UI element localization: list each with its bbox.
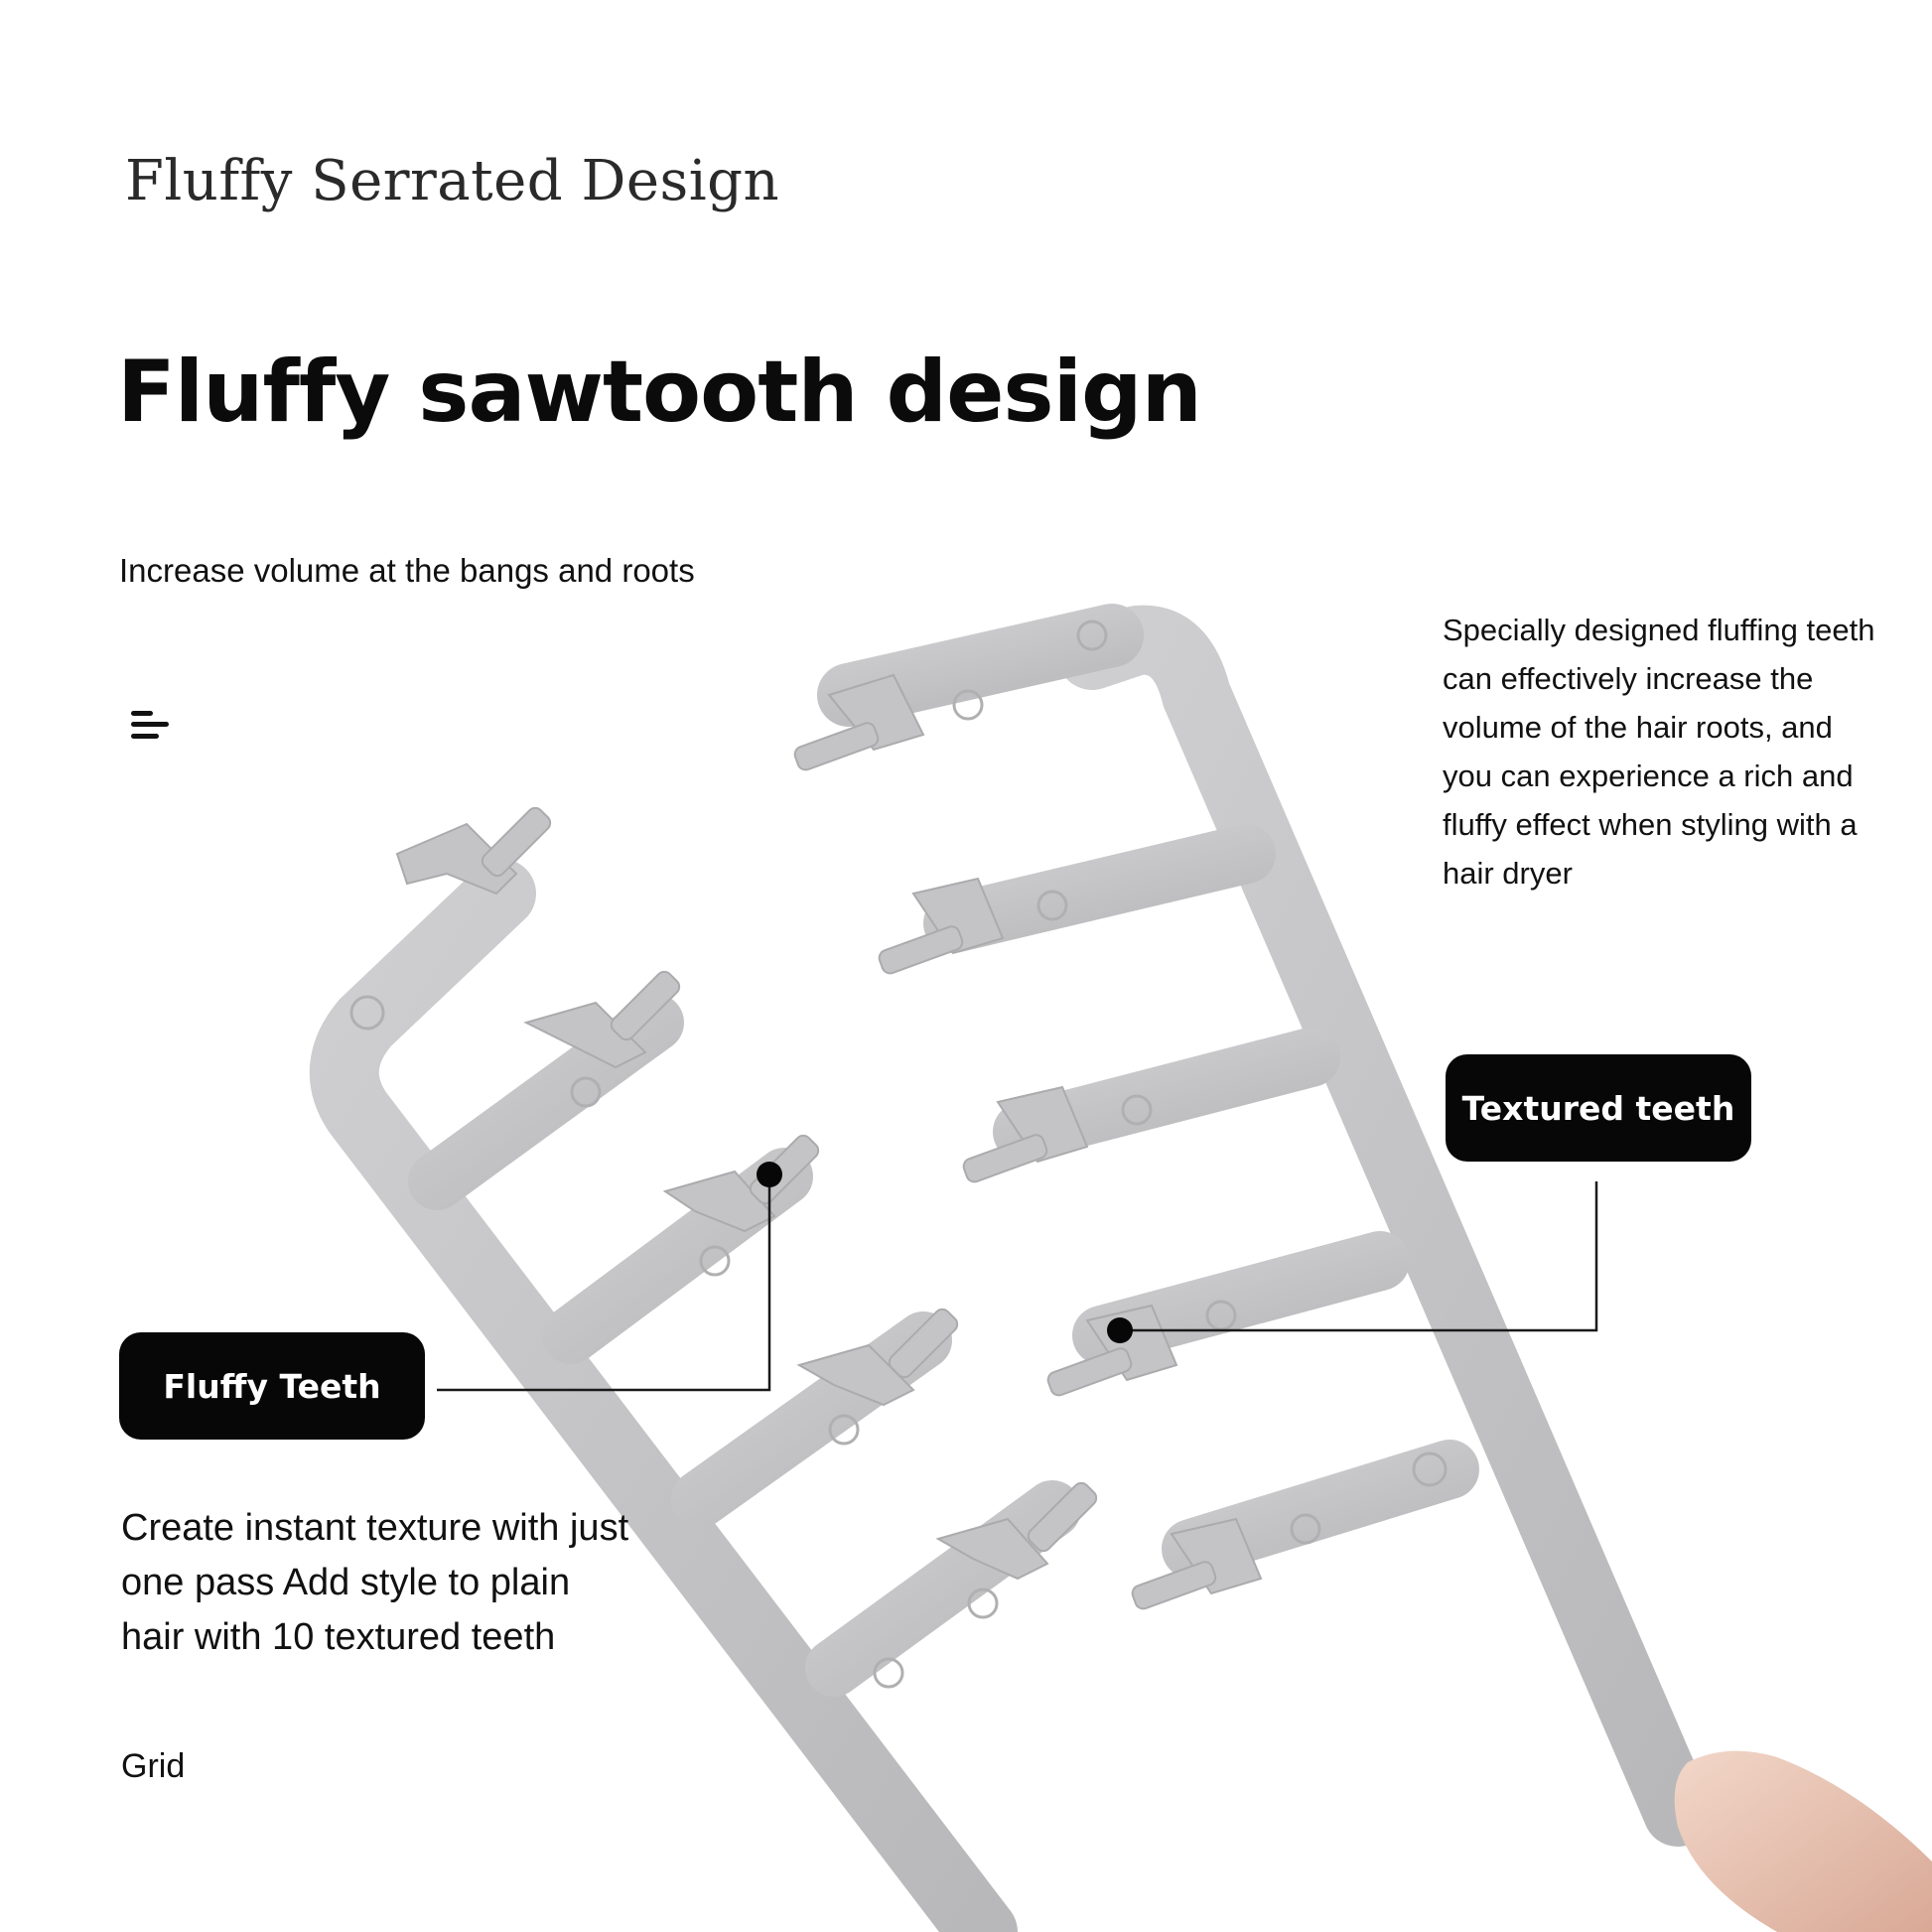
subheadline: Increase volume at the bangs and roots <box>119 552 695 589</box>
fluffy-teeth-badge <box>119 1332 425 1440</box>
grid-label: Grid <box>121 1747 186 1785</box>
textured-teeth-description: Specially designed fluffing teeth can effectively increase the volume of the hair roots, and you can experience a rich and fluffy effect when styling with a hair dryer <box>1443 613 1875 891</box>
textured-teeth-label: Textured teeth <box>1461 1088 1735 1128</box>
fluffy-teeth-label: Fluffy Teeth <box>163 1366 381 1406</box>
serif-title: Fluffy Serrated Design <box>125 149 780 213</box>
textured-teeth-badge <box>1446 1054 1751 1162</box>
page-headline: Fluffy sawtooth design <box>117 343 1201 442</box>
fluffy-teeth-description: Create instant texture with just one pass Add style to plain hair with 10 textured teeth <box>121 1507 629 1658</box>
